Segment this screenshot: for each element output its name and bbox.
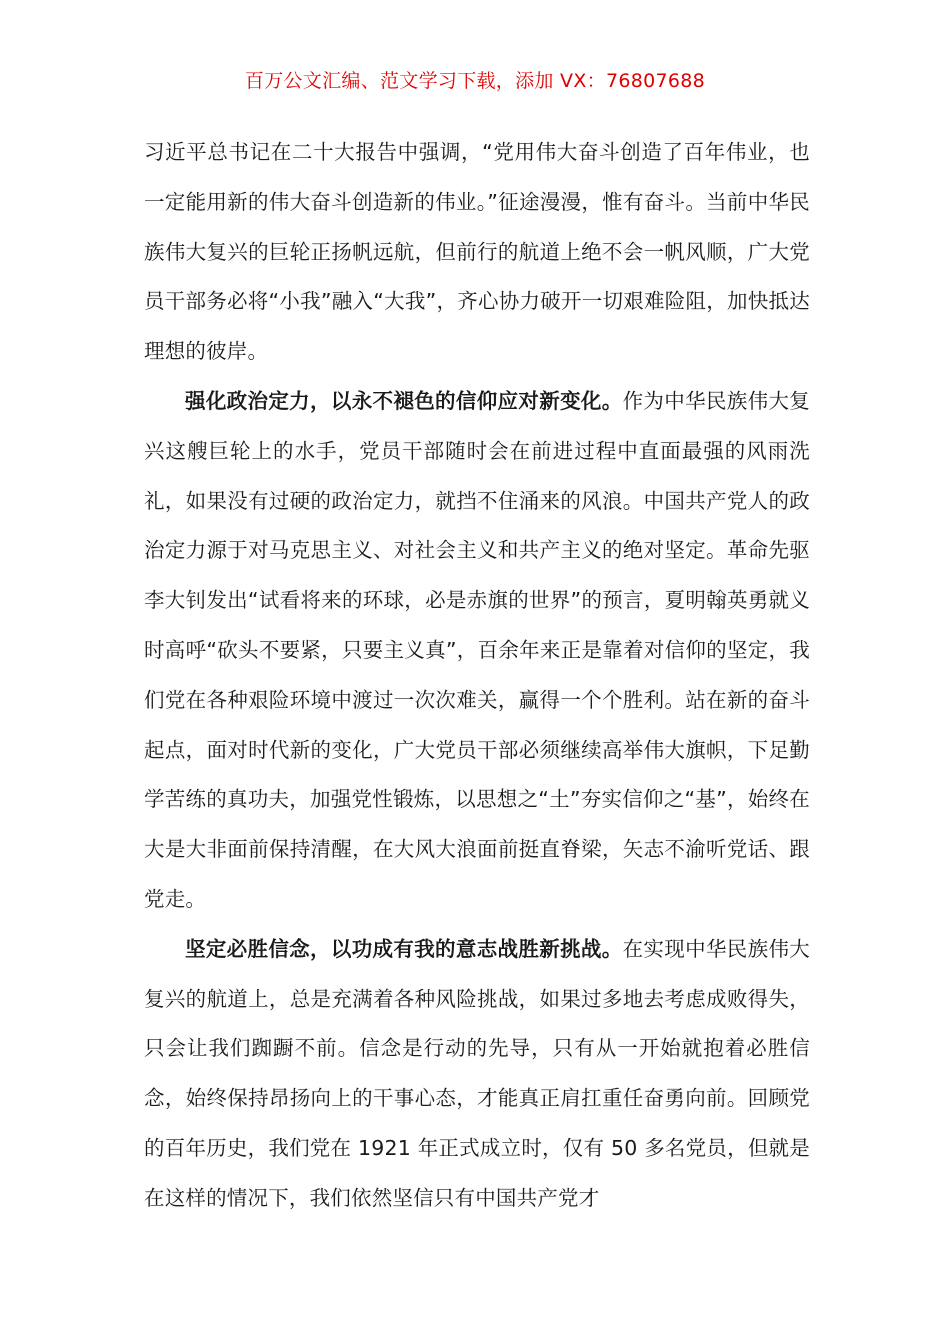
paragraph-body: 作为中华民族伟大复兴这艘巨轮上的水手，党员干部随时会在前进过程中直面最强的风雨洗礼，如果没有过硬的政治定力，就挡不住涌来的风浪。中国共产党人的政治定力源于对马克思主义、对社会主义和共产主义的绝对坚定。革命先驱李大钊发出“试看将来的环球，必是赤旗的世界”的预言，夏明翰英勇就义时高呼“砍头不要紧，只要主义真”，百余年来正是靠着对信仰的坚定，我们党在各种艰险环境中渡过一次次难关，赢得一个个胜利。站在新的奋斗起点，面对时代新的变化，广大党员干部必须继续高举伟大旗帜，下足勤学苦练的真功夫，加强党性锻炼，以思想之“土”夯实信仰之“基”，始终在大是大非面前保持清醒，在大风大浪面前挺直脊梁，矢志不渝听党话、跟党走。 — [144, 388, 810, 911]
paragraph-political-stability — [144, 377, 810, 925]
paragraph-heading: 强化政治定力，以永不褪色的信仰应对新变化。 — [185, 388, 623, 413]
paragraph-intro: 习近平总书记在二十大报告中强调，“党用伟大奋斗创造了百年伟业，也一定能用新的伟大奋斗创造新的伟业。”征途漫漫，惟有奋斗。当前中华民族伟大复兴的巨轮正扬帆远航，但前行的航道上绝不会一帆风顺，广大党员干部务必将“小我”融入“大我”，齐心协力破开一切艰难险阻，加快抵达理想的彼岸。 — [144, 140, 810, 364]
header-notice: 百万公文汇编、范文学习下载，添加 VX：76807688 — [244, 70, 706, 92]
paragraph-body: 在实现中华民族伟大复兴的航道上，总是充满着各种风险挑战，如果过多地去考虑成败得失，只会让我们踟蹰不前。信念是行动的先导，只有从一开始就抱着必胜信念，始终保持昂扬向上的干事心态，才能真正肩扛重任奋勇向前。回顾党的百年历史，我们党在 1921 年正式成立时，仅有 50 多名党员，但就是在这样的情况下，我们依然坚信只有中国共产党才 — [144, 936, 810, 1210]
paragraph-heading: 坚定必胜信念，以功成有我的意志战胜新挑战。 — [185, 936, 623, 961]
paragraph-victory-belief — [144, 925, 810, 1224]
document-body — [144, 128, 810, 1224]
